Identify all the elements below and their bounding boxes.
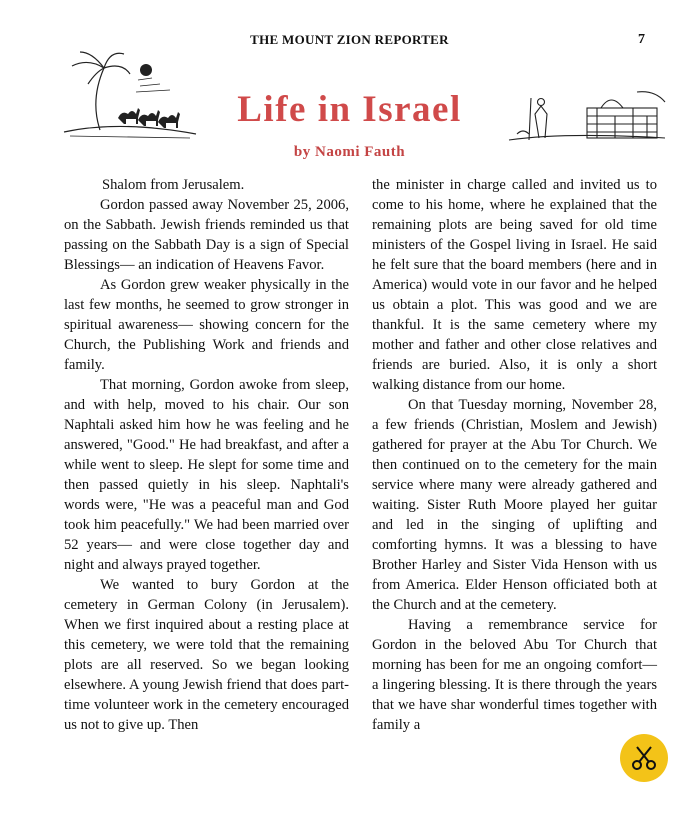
paragraph: That morning, Gordon awoke from sleep, and with help, moved to his chair. Our son Naphtali asked him how he was feeling and he answered, "Good." He had breakfast, and after a while went to sleep. He slept for some time and then passed quietly in his sleep. Naphtali's words were, "He was a peaceful man and God took him peacefully." We had been married over 52 years— and were close together day and night and always prayed together.: [64, 377, 349, 573]
publication-name: THE MOUNT ZION REPORTER: [250, 32, 449, 47]
paragraph: Shalom from Jerusalem.: [102, 177, 245, 193]
paragraph: the minister in charge called and invited us to come to his home, where he explained that the remaining plots are being saved for old time ministers of the Gospel living in Israel. He said he felt sure that the board members (here and in America) would vote in our favor and he helped us obtain a plot. This was good and we are thankful. It is the same cemetery where my mother and father and other close relatives and friends are buried. Also, it is only a short walking distance from our home.: [372, 177, 657, 393]
paragraph: Gordon passed away November 25, 2006, on the Sabbath. Jewish friends reminded us that passing on the Sabbath Day is a sign of Special Blessings— an indication of Heavens Favor.: [64, 197, 349, 273]
paragraph: On that Tuesday morning, November 28, a few friends (Christian, Moslem and Jewish) gathered for prayer at the Abu Tor Church. We then continued on to the cemetery for the main service where many were already gathered and waiting. Sister Ruth Moore played her guitar and led in the singing of uplifting and comforting hymns. It was a blessing to have Brother Harley and Sister Vida Henson with us from America. Elder Henson officiated both at the Church and at the cemetery.: [372, 397, 657, 613]
scissors-icon[interactable]: [620, 734, 668, 782]
scissors-glyph: [629, 743, 659, 773]
paragraph: We wanted to bury Gordon at the cemetery in German Colony (in Jerusalem). When we first inquired about a resting place at this cemetery, we were told that the remaining plots are all reserved. So we began looking elsewhere. A young Jewish friend that does part-time volunteer work in the cemetery encouraged us not to give up. Then: [64, 577, 349, 733]
article-column-left: [64, 175, 349, 735]
paragraph: Having a remembrance service for Gordon in the beloved Abu Tor Church that morning has been for me an ongoing comfort— a lingering blessing. It is there through the years that we have shar wonderful times together with family a: [372, 617, 657, 733]
page-number: 7: [638, 32, 645, 47]
shepherd-jerusalem-walls-icon: [505, 88, 670, 148]
article-title: Life in Israel: [237, 89, 462, 130]
paragraph: As Gordon grew weaker physically in the last few months, he seemed to grow stronger in spiritual awareness— showing concern for the Church, the Publishing Work and friends and family.: [64, 277, 349, 373]
article-column-right: [372, 175, 657, 735]
article-byline: by Naomi Fauth: [293, 144, 406, 160]
